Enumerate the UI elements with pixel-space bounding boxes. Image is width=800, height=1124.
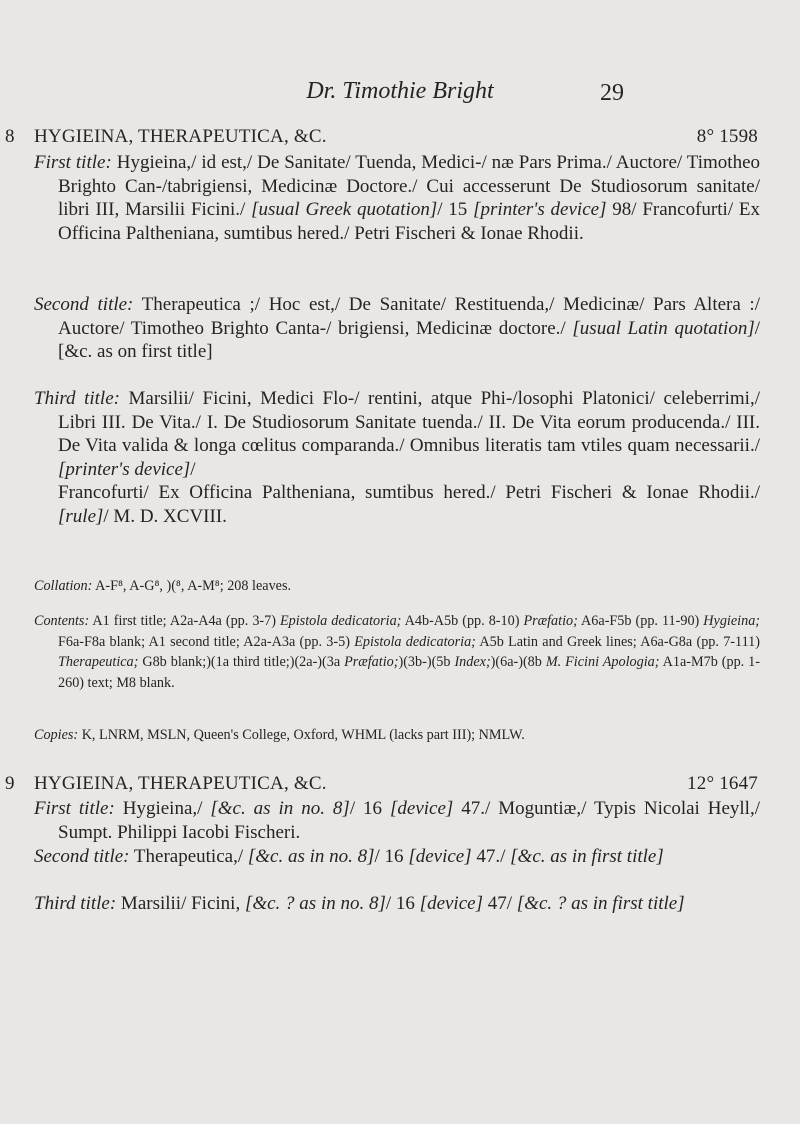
third-title-text: Marsilii/ Ficini,: [116, 893, 245, 914]
second-title-note: [device]: [408, 846, 472, 867]
first-title-9: [34, 797, 760, 844]
first-title-note: [device]: [390, 798, 454, 819]
first-title-text: Hygieina,/: [114, 798, 211, 819]
contents-item: Præfatio;: [344, 654, 399, 670]
entry-heading-text: HYGIEINA, THERAPEUTICA, &C.: [34, 773, 327, 794]
contents-text: G8b blank;)(1a third title;)(2a-)(3a: [138, 654, 345, 670]
contents-text: A1a-M7b (pp. 1-260) text; M8 blank.: [58, 654, 760, 691]
contents-item: Præfatio;: [523, 613, 578, 629]
third-title-text: Marsilii/ Ficini, Medici Flo-/ rentini, atque Phi-/losophi Platonici/ celeberrimi,/ Libri III. De Vita./ I. De Studiosorum Sanitate tuenda./ II. De Vita eorum producenda./ III. De Vita valida & longa cœlitus comparanda./ Omnibus literatis tam vtiles quam necessarii./: [58, 388, 760, 457]
third-title-note: [device]: [419, 893, 483, 914]
second-title-9: [34, 845, 760, 869]
contents-text: F6a-F8a blank; A1 second title; A2a-A3a (pp. 3-5): [58, 633, 355, 650]
collation-text: A-F⁸, A-G⁸, )(⁸, A-M⁸; 208 leaves.: [95, 578, 292, 594]
second-title-8: [34, 293, 760, 364]
contents-text: A1 first title; A2a-A4a (pp. 3-7): [92, 613, 280, 629]
third-title-8: [34, 387, 760, 529]
third-title-text: /: [190, 458, 196, 480]
first-title-note: [&c. as in no. 8]: [210, 798, 350, 819]
contents-item: Index;: [454, 654, 491, 670]
collation-label: Collation:: [34, 578, 93, 594]
third-title-text: Francofurti/ Ex Officina Paltheniana, sumtibus hered./ Petri Fischeri & Ionae Rhodii./: [58, 482, 760, 504]
third-title-note: [&c. ? as in first title]: [516, 893, 685, 914]
copies-8: [34, 725, 760, 746]
first-title-note: [printer's device]: [473, 199, 607, 221]
first-title-text: 47./ Moguntiæ,/ Typis Nicolai Heyll,/ Sumpt. Philippi Iacobi Fischeri.: [58, 798, 760, 843]
second-title-note: [&c. as in no. 8]: [247, 846, 375, 867]
contents-text: A5b Latin and Greek lines; A6a-G8a (pp. 7-111): [475, 633, 760, 650]
first-title-text: Hygieina,/ id est,/ De Sanitate/ Tuenda, Medici-/ næ Pars Prima./ Auctore/ Timotheo Brighto Can-/tabrigiensi, Medicinæ Doctore./ Cui accesserunt De Studiosorum sanitate/ libri III, Marsilii Ficini./: [58, 152, 761, 221]
running-title: Dr. Timothie Bright: [306, 78, 494, 104]
third-title-text: 47/: [482, 893, 517, 914]
copies-label: Copies:: [34, 727, 79, 743]
contents-item: Epistola dedicatoria;: [354, 633, 476, 650]
third-title-note: [rule]: [58, 505, 104, 527]
second-title-text: Therapeutica,/: [129, 846, 248, 867]
third-title-text: / 16: [385, 893, 420, 914]
second-title-text: Therapeutica ;/ Hoc est,/ De Sanitate/ Restituenda,/ Medicinæ/ Pars Altera :/ Auctore/ Timotheo Brighto Canta-/ brigiensi, Medicinæ doctore./: [58, 294, 760, 339]
second-title-label: Second title:: [34, 294, 134, 315]
third-title-label: Third title:: [34, 893, 117, 914]
contents-item: Therapeutica;: [58, 654, 139, 670]
contents-text: A4b-A5b (pp. 8-10): [401, 613, 524, 629]
third-title-9: [34, 892, 760, 916]
second-title-text: / 16: [374, 846, 409, 867]
third-title-text: / M. D. XCVIII.: [103, 505, 227, 527]
first-title-note: [usual Greek quotation]: [251, 199, 438, 221]
contents-text: )(3b-)(5b: [398, 654, 455, 670]
second-title-note: [usual Latin quotation]: [572, 317, 755, 339]
first-title-text: / 16: [349, 798, 390, 819]
entry-number: 9: [5, 773, 15, 794]
page-number: 29: [600, 80, 624, 106]
first-title-text: / 15: [437, 199, 474, 221]
entry-format-date: 8° 1598: [696, 126, 758, 147]
collation-8: [34, 576, 760, 597]
first-title-text: 98/ Francofurti/ Ex Officina Paltheniana, sumtibus hered./ Petri Fischeri & Ionae Rhodii.: [58, 199, 760, 244]
entry-number: 8: [5, 126, 15, 147]
contents-text: A6a-F5b (pp. 11-90): [577, 613, 704, 629]
contents-item: Epistola dedicatoria;: [279, 613, 402, 629]
third-title-label: Third title:: [34, 388, 120, 409]
first-title-8: [34, 151, 760, 245]
contents-text: )(6a-)(8b: [490, 654, 546, 670]
contents-8: [34, 611, 760, 693]
contents-item: Hygieina;: [703, 613, 761, 629]
entry-heading-text: HYGIEINA, THERAPEUTICA, &C.: [34, 126, 327, 147]
entry-heading: [34, 773, 758, 795]
running-header: [0, 78, 800, 118]
second-title-note: [&c. as in first title]: [510, 846, 664, 867]
entry-heading: [34, 126, 758, 148]
first-title-label: First title:: [34, 798, 115, 819]
contents-label: Contents:: [34, 613, 90, 629]
second-title-label: Second title:: [34, 846, 130, 867]
third-title-note: [printer's device]: [58, 458, 191, 480]
third-title-note: [&c. ? as in no. 8]: [244, 893, 386, 914]
first-title-label: First title:: [34, 152, 112, 173]
entry-format-date: 12° 1647: [687, 773, 758, 794]
copies-text: K, LNRM, MSLN, Queen's College, Oxford, WHML (lacks part III); NMLW.: [81, 727, 525, 743]
contents-item: M. Ficini Apologia;: [545, 654, 660, 670]
second-title-text: 47./: [471, 846, 511, 867]
second-title-text: / [&c. as on first title]: [58, 317, 760, 363]
